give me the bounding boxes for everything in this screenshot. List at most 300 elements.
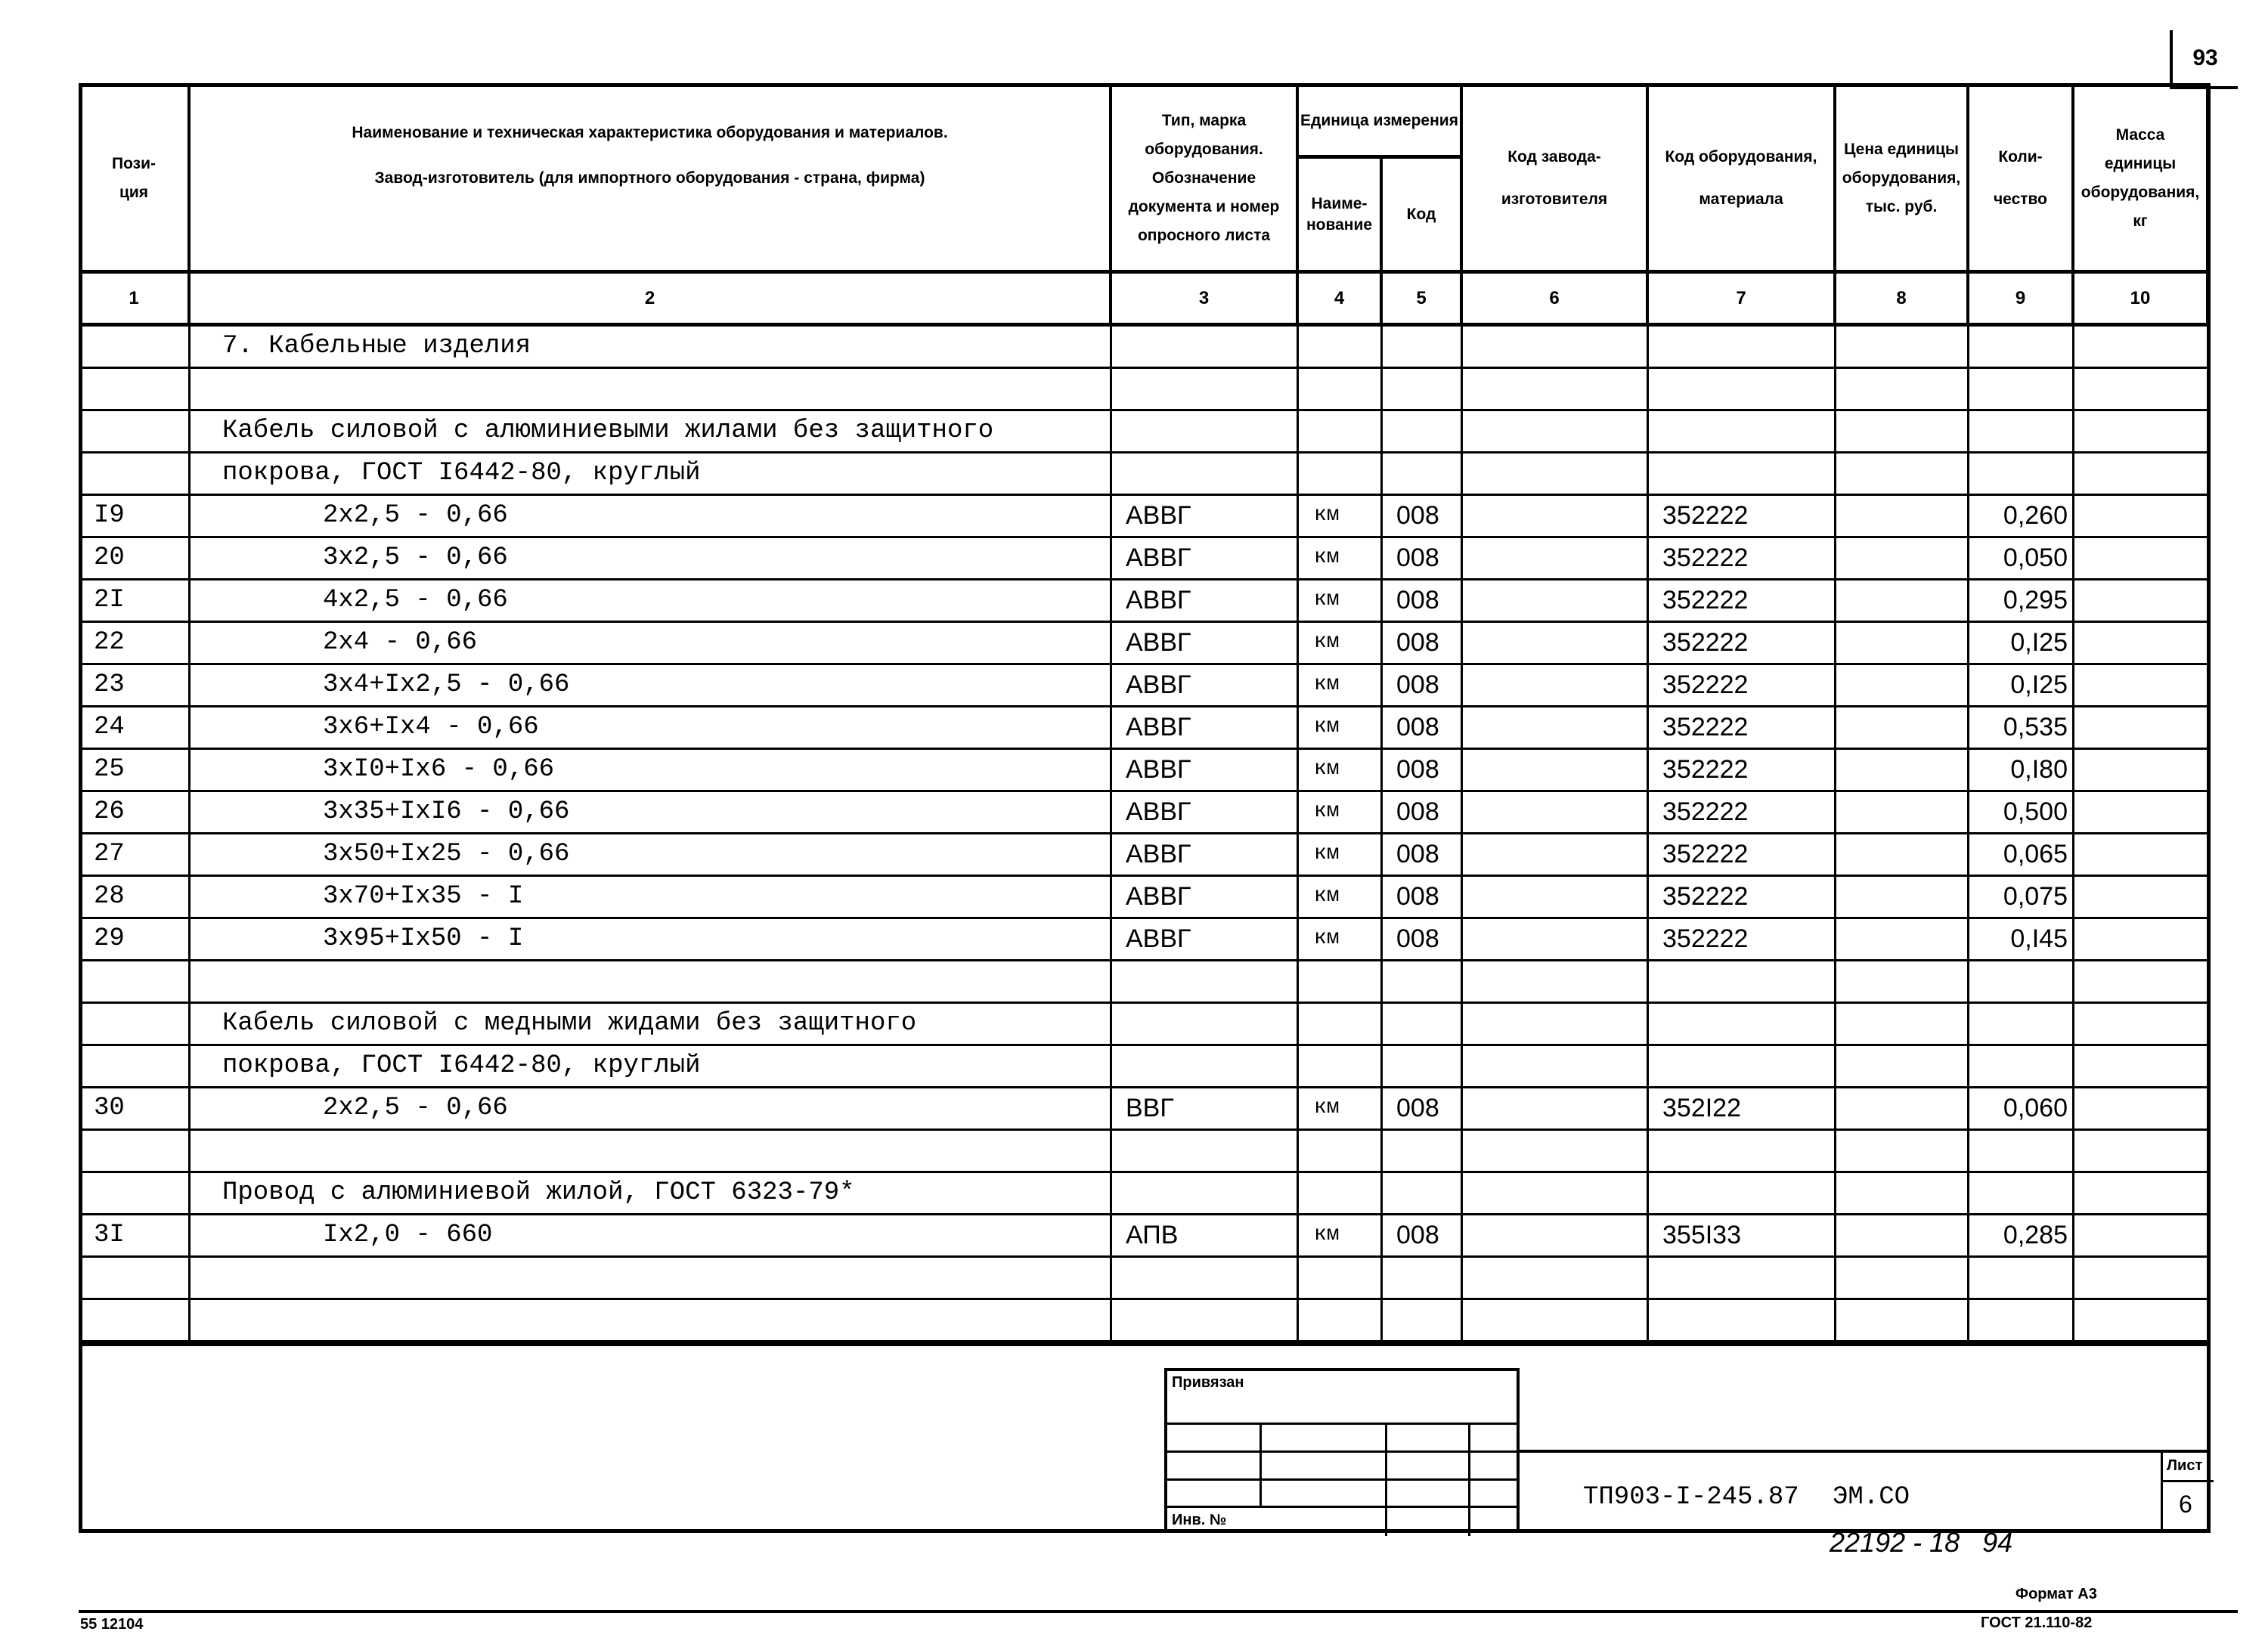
- cell-name: 2х2,5 - 0,66: [191, 496, 1112, 536]
- cell-equip: [1649, 1258, 1836, 1298]
- cell-code: 008: [1383, 623, 1463, 663]
- cell-price: [1836, 961, 1969, 1002]
- cell-pos: [80, 1046, 191, 1086]
- cell-price: [1836, 496, 1969, 536]
- cell-unit: [1299, 411, 1383, 451]
- table-row: [80, 1215, 2209, 1258]
- column-number: 3: [1112, 274, 1299, 327]
- cell-qty: [1969, 327, 2074, 367]
- cell-unit: км: [1299, 707, 1383, 748]
- cell-code: [1383, 1173, 1463, 1213]
- cell-equip: 352222: [1649, 877, 1836, 917]
- footer-left-code: 55 12104: [80, 1616, 144, 1633]
- cell-mfr: [1463, 1258, 1649, 1298]
- cell-mfr: [1463, 919, 1649, 959]
- cell-equip: [1649, 1300, 1836, 1340]
- cell-name: 7. Кабельные изделия: [191, 327, 1112, 367]
- cell-pos: [80, 327, 191, 367]
- cell-unit: км: [1299, 580, 1383, 621]
- table-row: [80, 750, 2209, 792]
- cell-qty: 0,075: [1969, 877, 2074, 917]
- cell-name: [191, 961, 1112, 1002]
- cell-mass: [2074, 454, 2209, 494]
- header-manufacturer-code: Код завода-изготовителя: [1463, 86, 1649, 274]
- cell-type: [1112, 327, 1299, 367]
- document-suffix: ЭМ.СО: [1833, 1483, 1910, 1512]
- cell-pos: [80, 1258, 191, 1298]
- cell-mfr: [1463, 623, 1649, 663]
- table-row: [80, 538, 2209, 580]
- cell-price: [1836, 1215, 1969, 1255]
- column-number: 10: [2074, 274, 2209, 327]
- footer-line: [79, 1610, 2238, 1613]
- cell-qty: 0,260: [1969, 496, 2074, 536]
- header-mass: Масса единицы оборудования, кг: [2074, 86, 2209, 274]
- cell-code: 008: [1383, 1088, 1463, 1128]
- cell-equip: [1649, 454, 1836, 494]
- cell-pos: [80, 1173, 191, 1213]
- cell-mfr: [1463, 454, 1649, 494]
- cell-type: [1112, 1046, 1299, 1086]
- cell-type: АВВГ: [1112, 623, 1299, 663]
- cell-price: [1836, 750, 1969, 790]
- cell-unit: км: [1299, 496, 1383, 536]
- table-row: [80, 919, 2209, 961]
- cell-pos: 24: [80, 707, 191, 748]
- table-row: [80, 411, 2209, 454]
- cell-type: [1112, 369, 1299, 409]
- cell-unit: км: [1299, 623, 1383, 663]
- cell-type: АПВ: [1112, 1215, 1299, 1255]
- cell-type: ВВГ: [1112, 1088, 1299, 1128]
- cell-unit: [1299, 327, 1383, 367]
- sheet-label: Лист: [2167, 1457, 2203, 1474]
- cell-price: [1836, 1046, 1969, 1086]
- cell-name: Кабель силовой с алюминиевыми жилами без защитного: [191, 411, 1112, 451]
- cell-price: [1836, 1300, 1969, 1340]
- table-row: [80, 1088, 2209, 1131]
- cell-pos: [80, 1004, 191, 1044]
- cell-mass: [2074, 834, 2209, 875]
- cell-price: [1836, 327, 1969, 367]
- cell-mass: [2074, 919, 2209, 959]
- cell-name: 3хI0+Iх6 - 0,66: [191, 750, 1112, 790]
- cell-code: [1383, 1046, 1463, 1086]
- cell-mass: [2074, 580, 2209, 621]
- cell-equip: [1649, 1004, 1836, 1044]
- cell-code: 008: [1383, 496, 1463, 536]
- table-row: [80, 1046, 2209, 1088]
- cell-mass: [2074, 877, 2209, 917]
- cell-qty: [1969, 1004, 2074, 1044]
- cell-type: АВВГ: [1112, 496, 1299, 536]
- cell-code: 008: [1383, 707, 1463, 748]
- cell-unit: [1299, 369, 1383, 409]
- cell-mass: [2074, 1300, 2209, 1340]
- cell-mfr: [1463, 961, 1649, 1002]
- column-number: 8: [1836, 274, 1969, 327]
- cell-name: 3х50+Iх25 - 0,66: [191, 834, 1112, 875]
- cell-type: АВВГ: [1112, 580, 1299, 621]
- cell-mfr: [1463, 1215, 1649, 1255]
- cell-pos: 20: [80, 538, 191, 578]
- bound-label: Привязан: [1172, 1374, 1244, 1391]
- table-row: [80, 665, 2209, 707]
- cell-pos: 23: [80, 665, 191, 705]
- table-row: [80, 707, 2209, 750]
- cell-price: [1836, 454, 1969, 494]
- cell-qty: 0,I45: [1969, 919, 2074, 959]
- cell-price: [1836, 538, 1969, 578]
- cell-qty: [1969, 411, 2074, 451]
- cell-price: [1836, 1258, 1969, 1298]
- cell-mfr: [1463, 327, 1649, 367]
- cell-equip: [1649, 327, 1836, 367]
- cell-type: [1112, 1300, 1299, 1340]
- cell-price: [1836, 707, 1969, 748]
- cell-code: [1383, 454, 1463, 494]
- cell-name: 3х6+Iх4 - 0,66: [191, 707, 1112, 748]
- cell-code: 008: [1383, 792, 1463, 832]
- cell-mfr: [1463, 496, 1649, 536]
- header-type: Тип, марка оборудования. Обозначение документа и номер опросного листа: [1112, 86, 1299, 274]
- cell-price: [1836, 792, 1969, 832]
- cell-unit: [1299, 1004, 1383, 1044]
- cell-qty: 0,295: [1969, 580, 2074, 621]
- cell-qty: [1969, 1046, 2074, 1086]
- cell-mass: [2074, 496, 2209, 536]
- cell-name: Кабель силовой с медными жидами без защитного: [191, 1004, 1112, 1044]
- cell-name: 2х4 - 0,66: [191, 623, 1112, 663]
- cell-qty: 0,535: [1969, 707, 2074, 748]
- cell-price: [1836, 877, 1969, 917]
- header-position: Пози- ция: [80, 86, 191, 274]
- cell-mfr: [1463, 792, 1649, 832]
- cell-code: [1383, 1004, 1463, 1044]
- cell-mfr: [1463, 369, 1649, 409]
- cell-unit: [1299, 1131, 1383, 1171]
- header-price: Цена единицы оборудования, тыс. руб.: [1836, 86, 1969, 274]
- cell-mfr: [1463, 665, 1649, 705]
- cell-equip: 352222: [1649, 538, 1836, 578]
- format-label: Формат А3: [2015, 1586, 2097, 1602]
- cell-mfr: [1463, 538, 1649, 578]
- cell-equip: [1649, 411, 1836, 451]
- table-row: [80, 1258, 2209, 1300]
- cell-qty: 0,I25: [1969, 623, 2074, 663]
- cell-name: Iх2,0 - 660: [191, 1215, 1112, 1255]
- cell-pos: [80, 1300, 191, 1340]
- cell-price: [1836, 580, 1969, 621]
- cell-qty: [1969, 1131, 2074, 1171]
- table-row: [80, 1131, 2209, 1173]
- cell-equip: 352222: [1649, 750, 1836, 790]
- cell-name: покрова, ГОСТ I6442-80, круглый: [191, 454, 1112, 494]
- cell-mass: [2074, 961, 2209, 1002]
- cell-unit: [1299, 1173, 1383, 1213]
- cell-price: [1836, 623, 1969, 663]
- cell-name: [191, 369, 1112, 409]
- cell-equip: [1649, 1046, 1836, 1086]
- header-quantity: Коли-чество: [1969, 86, 2074, 274]
- table-row: [80, 1300, 2209, 1342]
- cell-type: [1112, 411, 1299, 451]
- cell-mfr: [1463, 707, 1649, 748]
- cell-mass: [2074, 707, 2209, 748]
- cell-pos: 3I: [80, 1215, 191, 1255]
- cell-qty: 0,I25: [1969, 665, 2074, 705]
- cell-code: [1383, 1131, 1463, 1171]
- cell-pos: [80, 454, 191, 494]
- cell-mfr: [1463, 1173, 1649, 1213]
- table-row: [80, 496, 2209, 538]
- cell-code: 008: [1383, 538, 1463, 578]
- cell-pos: 25: [80, 750, 191, 790]
- cell-equip: 352222: [1649, 707, 1836, 748]
- cell-unit: км: [1299, 1215, 1383, 1255]
- cell-unit: [1299, 1300, 1383, 1340]
- cell-pos: [80, 961, 191, 1002]
- cell-type: [1112, 1004, 1299, 1044]
- cell-code: 008: [1383, 750, 1463, 790]
- cell-unit: [1299, 1258, 1383, 1298]
- cell-equip: [1649, 1173, 1836, 1213]
- cell-name: 3х95+Iх50 - I: [191, 919, 1112, 959]
- page-number-box: 93: [2170, 30, 2238, 89]
- bound-stamp: [1164, 1368, 1520, 1533]
- cell-pos: 28: [80, 877, 191, 917]
- cell-mass: [2074, 369, 2209, 409]
- cell-name: 4х2,5 - 0,66: [191, 580, 1112, 621]
- cell-pos: [80, 369, 191, 409]
- cell-mass: [2074, 411, 2209, 451]
- table-row: [80, 834, 2209, 877]
- cell-mass: [2074, 1258, 2209, 1298]
- cell-mfr: [1463, 1004, 1649, 1044]
- cell-mass: [2074, 792, 2209, 832]
- cell-code: 008: [1383, 580, 1463, 621]
- cell-name: [191, 1300, 1112, 1340]
- cell-unit: [1299, 1046, 1383, 1086]
- cell-equip: 352I22: [1649, 1088, 1836, 1128]
- header-unit-code: Код: [1383, 159, 1463, 274]
- cell-unit: [1299, 454, 1383, 494]
- cell-equip: 352222: [1649, 665, 1836, 705]
- header-name: Наименование и техническая характеристика оборудования и материалов. Завод-изготовитель (для импортного оборудования - страна, фирма): [191, 86, 1112, 274]
- cell-mass: [2074, 327, 2209, 367]
- cell-equip: 352222: [1649, 919, 1836, 959]
- cell-mfr: [1463, 834, 1649, 875]
- title-block: [1517, 1450, 2211, 1533]
- cell-pos: [80, 411, 191, 451]
- cell-unit: км: [1299, 750, 1383, 790]
- cell-unit: км: [1299, 792, 1383, 832]
- cell-qty: [1969, 1300, 2074, 1340]
- document-code: ТП903-I-245.87: [1583, 1483, 1799, 1512]
- table-row: [80, 877, 2209, 919]
- cell-name: [191, 1131, 1112, 1171]
- cell-name: 2х2,5 - 0,66: [191, 1088, 1112, 1128]
- cell-code: [1383, 411, 1463, 451]
- cell-qty: [1969, 454, 2074, 494]
- column-number: 6: [1463, 274, 1649, 327]
- sheet-number: 6: [2179, 1491, 2192, 1518]
- cell-mass: [2074, 1215, 2209, 1255]
- cell-unit: км: [1299, 1088, 1383, 1128]
- cell-pos: 30: [80, 1088, 191, 1128]
- cell-price: [1836, 1131, 1969, 1171]
- cell-mfr: [1463, 750, 1649, 790]
- cell-qty: 0,065: [1969, 834, 2074, 875]
- cell-mfr: [1463, 1088, 1649, 1128]
- cell-qty: 0,050: [1969, 538, 2074, 578]
- header-equipment-code: Код оборудования, материала: [1649, 86, 1836, 274]
- cell-type: АВВГ: [1112, 707, 1299, 748]
- cell-unit: км: [1299, 919, 1383, 959]
- cell-code: [1383, 327, 1463, 367]
- cell-mfr: [1463, 1300, 1649, 1340]
- cell-type: [1112, 1131, 1299, 1171]
- cell-price: [1836, 834, 1969, 875]
- table-row: [80, 454, 2209, 496]
- cell-type: [1112, 961, 1299, 1002]
- cell-equip: 352222: [1649, 580, 1836, 621]
- cell-equip: [1649, 961, 1836, 1002]
- cell-price: [1836, 1088, 1969, 1128]
- cell-pos: [80, 1131, 191, 1171]
- cell-qty: [1969, 1258, 2074, 1298]
- cell-qty: 0,I80: [1969, 750, 2074, 790]
- cell-qty: 0,500: [1969, 792, 2074, 832]
- cell-name: 3х35+IхI6 - 0,66: [191, 792, 1112, 832]
- cell-type: АВВГ: [1112, 538, 1299, 578]
- cell-price: [1836, 1173, 1969, 1213]
- cell-price: [1836, 919, 1969, 959]
- header-unit-name: Наиме-нование: [1299, 159, 1383, 274]
- cell-mass: [2074, 1004, 2209, 1044]
- cell-type: АВВГ: [1112, 834, 1299, 875]
- cell-code: 008: [1383, 665, 1463, 705]
- column-number: 7: [1649, 274, 1836, 327]
- cell-qty: 0,285: [1969, 1215, 2074, 1255]
- cell-price: [1836, 1004, 1969, 1044]
- cell-qty: 0,060: [1969, 1088, 2074, 1128]
- cell-code: 008: [1383, 919, 1463, 959]
- cell-type: АВВГ: [1112, 665, 1299, 705]
- cell-unit: [1299, 961, 1383, 1002]
- cell-price: [1836, 411, 1969, 451]
- cell-equip: 352222: [1649, 834, 1836, 875]
- table-row: [80, 369, 2209, 411]
- cell-name: 3х2,5 - 0,66: [191, 538, 1112, 578]
- cell-equip: 352222: [1649, 623, 1836, 663]
- handwritten-number: 22192 - 18 94: [1830, 1527, 2013, 1558]
- cell-equip: [1649, 369, 1836, 409]
- cell-mfr: [1463, 580, 1649, 621]
- cell-qty: [1969, 1173, 2074, 1213]
- cell-mfr: [1463, 1131, 1649, 1171]
- table-row: [80, 1004, 2209, 1046]
- table-row: [80, 792, 2209, 834]
- cell-mass: [2074, 1088, 2209, 1128]
- cell-mfr: [1463, 877, 1649, 917]
- cell-equip: 355I33: [1649, 1215, 1836, 1255]
- column-number: 5: [1383, 274, 1463, 327]
- cell-unit: км: [1299, 877, 1383, 917]
- cell-type: АВВГ: [1112, 919, 1299, 959]
- cell-name: 3х4+Iх2,5 - 0,66: [191, 665, 1112, 705]
- cell-mass: [2074, 623, 2209, 663]
- cell-code: [1383, 1300, 1463, 1340]
- inventory-number-label: Инв. №: [1172, 1512, 1227, 1528]
- cell-pos: 29: [80, 919, 191, 959]
- table-bottom-line: [79, 1342, 2211, 1346]
- cell-equip: 352222: [1649, 496, 1836, 536]
- column-number: 2: [191, 274, 1112, 327]
- cell-mass: [2074, 750, 2209, 790]
- cell-name: Провод с алюминиевой жилой, ГОСТ 6323-79*: [191, 1173, 1112, 1213]
- column-number: 1: [80, 274, 191, 327]
- table-row: [80, 1173, 2209, 1215]
- cell-code: [1383, 369, 1463, 409]
- cell-price: [1836, 369, 1969, 409]
- cell-code: [1383, 961, 1463, 1002]
- table-row: [80, 580, 2209, 623]
- cell-mass: [2074, 538, 2209, 578]
- cell-mass: [2074, 1046, 2209, 1086]
- cell-pos: 26: [80, 792, 191, 832]
- cell-name: [191, 1258, 1112, 1298]
- cell-type: [1112, 454, 1299, 494]
- cell-pos: 22: [80, 623, 191, 663]
- column-number: 4: [1299, 274, 1383, 327]
- cell-mass: [2074, 665, 2209, 705]
- cell-pos: I9: [80, 496, 191, 536]
- cell-code: [1383, 1258, 1463, 1298]
- cell-unit: км: [1299, 834, 1383, 875]
- cell-price: [1836, 665, 1969, 705]
- cell-pos: 27: [80, 834, 191, 875]
- cell-name: покрова, ГОСТ I6442-80, круглый: [191, 1046, 1112, 1086]
- cell-equip: [1649, 1131, 1836, 1171]
- table-row: [80, 623, 2209, 665]
- table-row: [80, 327, 2209, 369]
- cell-mass: [2074, 1131, 2209, 1171]
- header-unit-group: Единица измерения: [1299, 86, 1463, 159]
- cell-code: 008: [1383, 877, 1463, 917]
- cell-qty: [1969, 369, 2074, 409]
- cell-type: [1112, 1173, 1299, 1213]
- table-row: [80, 961, 2209, 1004]
- cell-code: 008: [1383, 1215, 1463, 1255]
- cell-equip: 352222: [1649, 792, 1836, 832]
- column-number: 9: [1969, 274, 2074, 327]
- cell-mfr: [1463, 1046, 1649, 1086]
- cell-type: АВВГ: [1112, 792, 1299, 832]
- cell-qty: [1969, 961, 2074, 1002]
- cell-mfr: [1463, 411, 1649, 451]
- cell-type: [1112, 1258, 1299, 1298]
- cell-type: АВВГ: [1112, 750, 1299, 790]
- cell-unit: км: [1299, 665, 1383, 705]
- cell-code: 008: [1383, 834, 1463, 875]
- cell-mass: [2074, 1173, 2209, 1213]
- cell-type: АВВГ: [1112, 877, 1299, 917]
- gost-label: ГОСТ 21.110-82: [1981, 1614, 2093, 1631]
- cell-unit: км: [1299, 538, 1383, 578]
- cell-pos: 2I: [80, 580, 191, 621]
- cell-name: 3х70+Iх35 - I: [191, 877, 1112, 917]
